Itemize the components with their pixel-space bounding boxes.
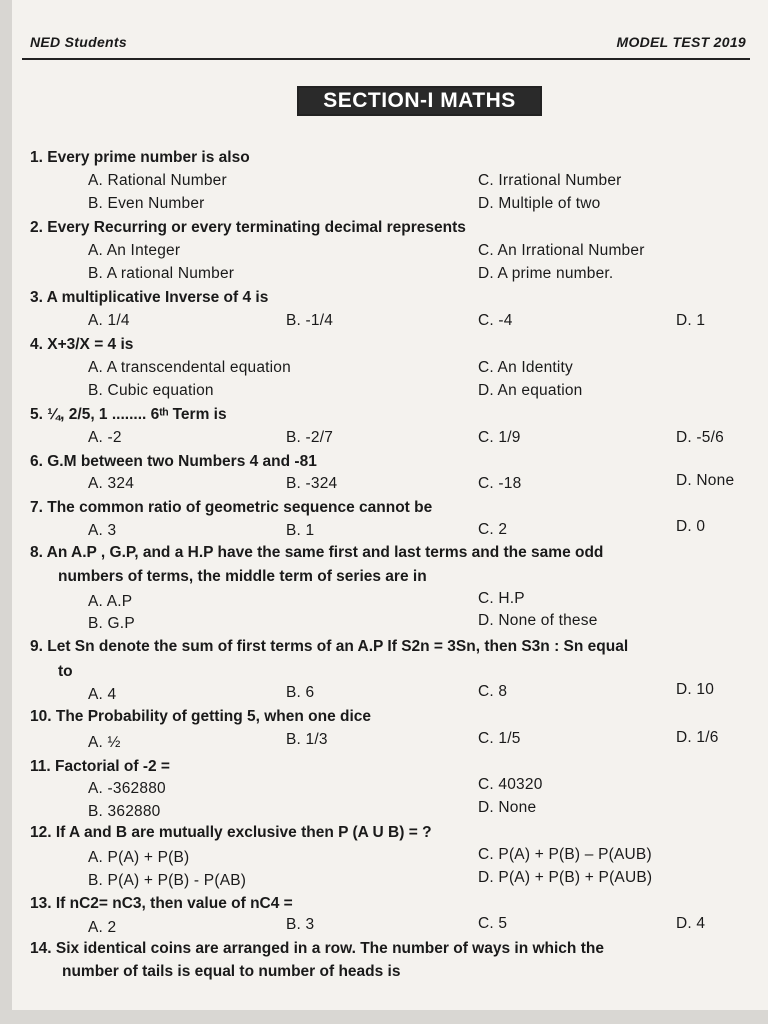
- answer-option: B. 6: [286, 684, 315, 701]
- answer-option: B. 3: [286, 916, 315, 933]
- answer-option: C. H.P: [478, 590, 525, 607]
- answer-option: B. -2/7: [286, 429, 334, 446]
- question-text: 9. Let Sn denote the sum of first terms of an A.P If S2n = 3Sn, then S3n : Sn equal: [30, 638, 629, 655]
- answer-option: A. An Integer: [88, 242, 181, 259]
- question-text: 13. If nC2= nC3, then value of nC4 =: [30, 895, 293, 912]
- question-text: 5. ¼, 2/5, 1 ........ 6ᵗʰ Term is: [30, 406, 227, 423]
- answer-option: B. G.P: [88, 615, 135, 632]
- answer-option: A. A transcendental equation: [88, 359, 291, 376]
- scan-edge: [0, 0, 12, 1024]
- section-title: SECTION-I MATHS: [297, 86, 542, 116]
- answer-option: C. -4: [478, 312, 513, 329]
- question-text: 14. Six identical coins are arranged in a row. The number of ways in which the: [30, 940, 604, 957]
- answer-option: D. 0: [676, 518, 706, 535]
- answer-option: D. P(A) + P(B) + P(AUB): [478, 869, 653, 886]
- answer-option: A. ½: [88, 734, 121, 751]
- answer-option: C. 2: [478, 521, 508, 538]
- header-right: MODEL TEST 2019: [616, 34, 746, 50]
- answer-option: D. 1/6: [676, 729, 719, 746]
- scan-bottom-edge: [0, 1010, 768, 1024]
- question-text: 11. Factorial of -2 =: [30, 758, 170, 775]
- question-text: numbers of terms, the middle term of series are in: [58, 568, 427, 585]
- answer-option: A. 2: [88, 919, 117, 936]
- answer-option: C. -18: [478, 475, 522, 492]
- answer-option: B. 1: [286, 522, 315, 539]
- answer-option: C. An Identity: [478, 359, 573, 376]
- answer-option: D. None of these: [478, 612, 598, 629]
- question-text: 4. X+3/X = 4 is: [30, 336, 134, 353]
- answer-option: D. -5/6: [676, 429, 724, 446]
- question-text: 2. Every Recurring or every terminating decimal represents: [30, 219, 466, 236]
- answer-option: B. P(A) + P(B) - P(AB): [88, 872, 247, 889]
- answer-option: D. 4: [676, 915, 706, 932]
- answer-option: B. A rational Number: [88, 265, 235, 282]
- answer-option: A. 324: [88, 475, 135, 492]
- question-text: 6. G.M between two Numbers 4 and -81: [30, 453, 317, 470]
- answer-option: B. Cubic equation: [88, 382, 214, 399]
- question-text: 8. An A.P , G.P, and a H.P have the same first and last terms and the same odd: [30, 544, 604, 561]
- question-text: 1. Every prime number is also: [30, 149, 250, 166]
- header-left: NED Students: [30, 34, 127, 50]
- answer-option: C. 1/9: [478, 429, 521, 446]
- answer-option: A. 1/4: [88, 312, 130, 329]
- answer-option: C. Irrational Number: [478, 172, 622, 189]
- answer-option: D. 10: [676, 681, 715, 698]
- answer-option: D. None: [478, 799, 537, 816]
- answer-option: C. 1/5: [478, 730, 521, 747]
- answer-option: C. 8: [478, 683, 508, 700]
- question-text: number of tails is equal to number of heads is: [62, 963, 401, 980]
- answer-option: A. A.P: [88, 593, 133, 610]
- answer-option: D. Multiple of two: [478, 195, 601, 212]
- answer-option: A. Rational Number: [88, 172, 227, 189]
- answer-option: D. A prime number.: [478, 265, 614, 282]
- answer-option: C. 40320: [478, 776, 543, 793]
- question-text: to: [58, 663, 73, 680]
- answer-option: C. 5: [478, 915, 508, 932]
- answer-option: A. 4: [88, 686, 117, 703]
- header-rule: [22, 58, 750, 60]
- answer-option: A. -2: [88, 429, 122, 446]
- answer-option: D. An equation: [478, 382, 583, 399]
- question-text: 12. If A and B are mutually exclusive then P (A U B) = ?: [30, 824, 432, 841]
- answer-option: C. An Irrational Number: [478, 242, 645, 259]
- answer-option: B. -324: [286, 475, 338, 492]
- question-text: 10. The Probability of getting 5, when one dice: [30, 708, 372, 725]
- answer-option: C. P(A) + P(B) – P(AUB): [478, 846, 652, 863]
- answer-option: B. -1/4: [286, 312, 334, 329]
- answer-option: A. P(A) + P(B): [88, 849, 190, 866]
- answer-option: A. 3: [88, 522, 117, 539]
- answer-option: B. Even Number: [88, 195, 205, 212]
- answer-option: B. 1/3: [286, 731, 328, 748]
- answer-option: A. -362880: [88, 780, 166, 797]
- answer-option: D. None: [676, 472, 735, 489]
- question-text: 3. A multiplicative Inverse of 4 is: [30, 289, 269, 306]
- answer-option: D. 1: [676, 312, 706, 329]
- question-text: 7. The common ratio of geometric sequence cannot be: [30, 499, 433, 516]
- answer-option: B. 362880: [88, 803, 161, 820]
